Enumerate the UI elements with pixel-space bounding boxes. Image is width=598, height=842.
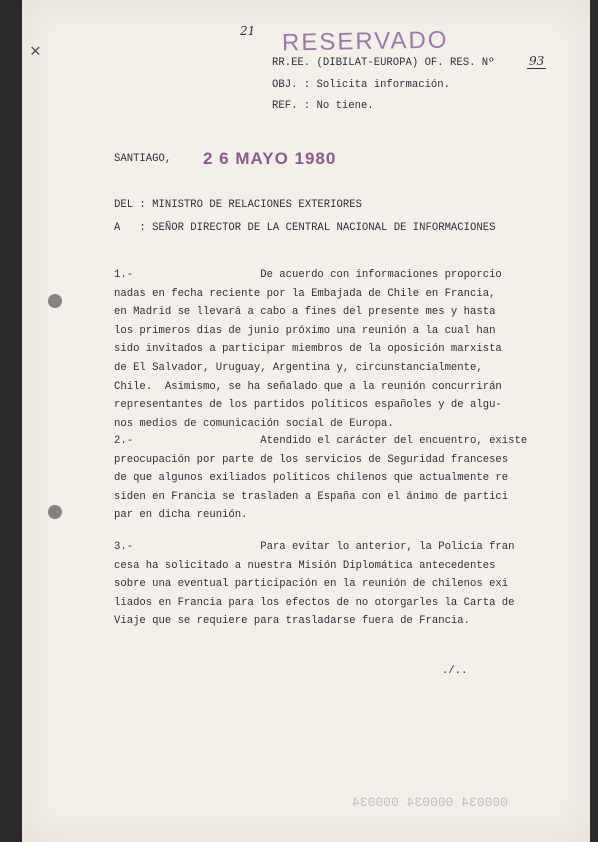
paragraph-3-line: sobre una eventual participación en la reunión de chilenos exi [114, 578, 509, 591]
paragraph-2-line: 2.- Atendido el carácter del encuentro, existe [114, 435, 528, 447]
paragraph-1-line: nos medios de comunicación social de Europa. [114, 417, 394, 430]
date-stamp: 2 6 MAYO 1980 [203, 149, 337, 168]
paragraph-1-line: Chile. Asimismo, se ha señalado que a la reunión concurrirán [114, 380, 502, 393]
binder-hole-bottom [48, 505, 62, 519]
paragraph-2-line: siden en Francia se trasladen a España con el ánimo de partici [114, 490, 509, 503]
reference-line: RR.EE. (DIBILAT-EUROPA) OF. RES. Nº [272, 57, 495, 69]
paragraph-3-line: cesa ha solicitado a nuestra Misión Diplomática antecedentes [114, 559, 496, 572]
paragraph-3-line: Viaje que se requiere para trasladarse fuera de Francia. [114, 615, 471, 628]
paragraph-1-line: nadas en fecha reciente por la Embajada de Chile en Francia, [114, 287, 496, 300]
paragraph-1-line: de El Salvador, Uruguay, Argentina y, circunstancialmente, [114, 362, 483, 374]
paragraph-1-line: representantes de los partidos políticos españoles y de algu- [114, 399, 502, 412]
x-mark: ✕ [30, 42, 41, 62]
object-line: OBJ. : Solicita información. [272, 79, 451, 91]
paragraph-3-line: 3.- Para evitar lo anterior, la Policía fran [114, 541, 515, 553]
bottom-serial-stamp: 000034 000034 000034 [352, 795, 509, 810]
reference-number: 93 [529, 54, 545, 68]
continuation-mark: ./.. [442, 665, 468, 677]
paragraph-1-line: 1.- De acuerdo con informaciones proporcio [114, 269, 502, 281]
place: SANTIAGO, [114, 153, 172, 165]
reservado-stamp: RESERVADO [281, 26, 449, 57]
handwritten-number: 21 [240, 24, 256, 38]
from-line: DEL : MINISTRO DE RELACIONES EXTERIORES [114, 199, 362, 211]
paragraph-2-line: preocupación por parte de los servicios de Seguridad franceses [114, 453, 509, 466]
paragraph-1-line: los primeros días de junio próximo una reunión a la cual han [114, 324, 496, 337]
paragraph-3-line: liados en Francia para los efectos de no otorgarles la Carta de [114, 596, 515, 609]
paragraph-2-line: de que algunos exiliados políticos chilenos que actualmente re [114, 472, 509, 485]
paragraph-1-line: sido invitados a participar miembros de la oposición marxista [114, 343, 502, 356]
to-line: A : SEÑOR DIRECTOR DE LA CENTRAL NACIONAL DE INFORMACIONES [114, 222, 496, 234]
ref-line: REF. : No tiene. [272, 100, 374, 112]
paragraph-1-line: en Madrid se llevará a cabo a fines del presente mes y hasta [114, 306, 496, 319]
paragraph-2-line: par en dicha reunión. [114, 509, 248, 522]
binder-hole-top [48, 294, 62, 308]
